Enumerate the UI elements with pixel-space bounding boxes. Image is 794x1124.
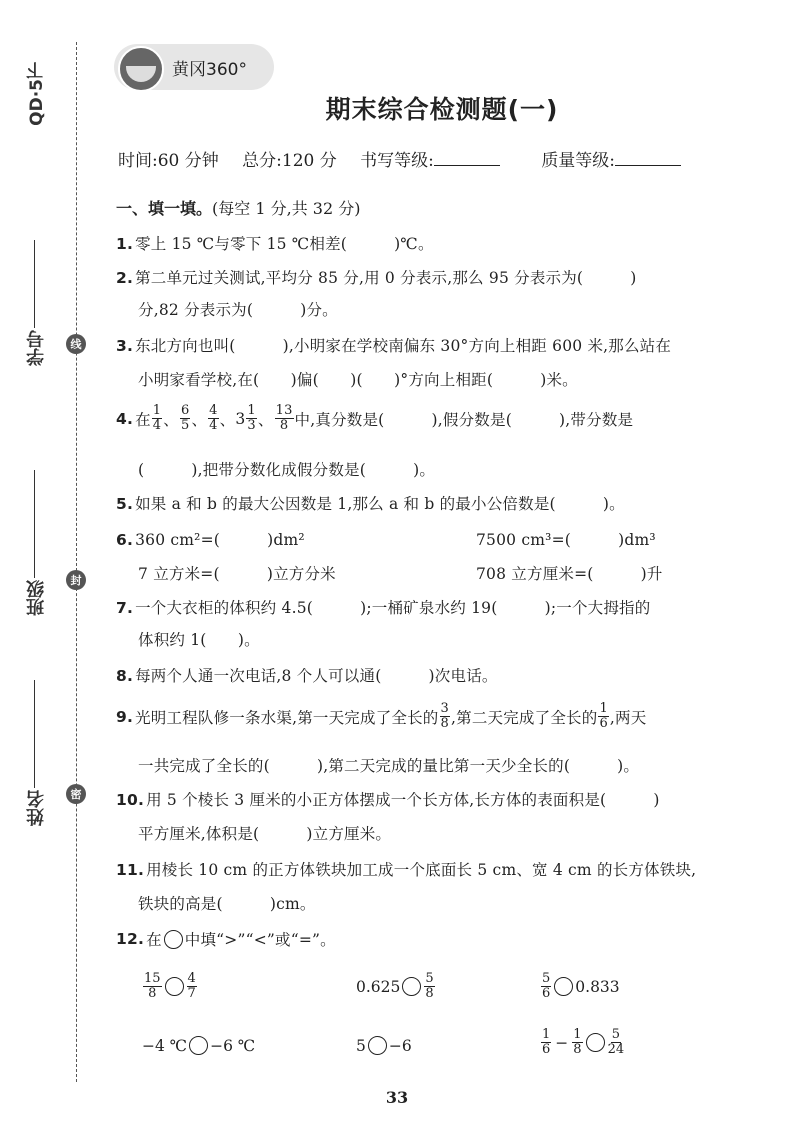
page-number: 33 — [385, 1088, 409, 1107]
compare-5: 5 −6 — [356, 1036, 412, 1055]
answer-circle[interactable] — [165, 977, 184, 996]
question-10-cont: 平方厘米,体积是( )立方厘米。 — [138, 825, 392, 843]
grade-code: QD·5下 — [27, 62, 47, 126]
student-id-line — [34, 240, 35, 328]
seal-mi: 密 — [66, 784, 86, 804]
compare-4: −4 ℃ −6 ℃ — [142, 1036, 256, 1055]
question-9: 9. 光明工程队修一条水渠,第一天完成了全长的 $\frac{3}{8}$ ,第二天完成了全长的 $\frac{1}{6}$ ,两天 — [116, 701, 647, 731]
answer-circle[interactable] — [189, 1036, 208, 1055]
writing-grade-label: 书写等级: — [360, 151, 518, 171]
compare-6: $\frac{1}{6}$ − $\frac{1}{8}$ $\frac{5}{24}$ — [542, 1027, 625, 1057]
question-6: 6. 360 cm²=( )dm² — [116, 531, 305, 549]
question-1: 1. 零上 15 ℃与零下 15 ℃相差( )℃。 — [116, 235, 434, 253]
question-5: 5. 如果 a 和 b 的最大公因数是 1,那么 a 和 b 的最小公倍数是( )。 — [116, 495, 625, 513]
compare-3: $\frac{5}{6}$ 0.833 — [542, 971, 620, 1001]
fraction: $\frac{4}{4}$ — [209, 403, 218, 433]
brand-badge — [114, 44, 274, 90]
fraction: $\frac{3}{8}$ — [440, 701, 449, 731]
exam-meta — [118, 146, 717, 171]
question-4: 4. 在 $\frac{1}{4}$ 、 $\frac{6}{5}$ 、 $\frac{4}{4}$ 、 3 $\frac{1}{3}$ 、 $\frac{13}{8}$ 中,真分数是( ),假分数是( ),带分数是 — [116, 403, 634, 433]
quality-grade-label: 质量等级: — [541, 151, 699, 171]
answer-circle[interactable] — [402, 977, 421, 996]
time-limit: 时间:60 分钟 — [118, 151, 219, 171]
fraction: $\frac{1}{4}$ — [152, 403, 162, 433]
question-12: 12. 在 中填“>”“<”或“=”。 — [116, 930, 336, 949]
question-8: 8. 每两个人通一次电话,8 个人可以通( )次电话。 — [116, 667, 498, 685]
fraction: $\frac{6}{5}$ — [180, 403, 190, 433]
question-4-cont: ( ),把带分数化成假分数是( )。 — [138, 461, 436, 479]
student-id-label: 学号 — [26, 330, 47, 366]
class-line — [34, 470, 35, 578]
seal-feng: 封 — [66, 570, 86, 590]
total-score: 总分:120 分 — [242, 151, 337, 171]
quality-grade-blank[interactable] — [615, 149, 681, 166]
answer-circle[interactable] — [554, 977, 573, 996]
brand-text: 黄冈360° — [172, 60, 247, 80]
question-7-cont: 体积约 1( )。 — [138, 631, 260, 649]
fraction: $\frac{1}{3}$ — [247, 403, 256, 433]
question-11-cont: 铁块的高是( )cm。 — [138, 895, 316, 913]
question-9-cont: 一共完成了全长的( ),第二天完成的量比第一天少全长的( )。 — [138, 757, 640, 775]
seal-xian: 线 — [66, 334, 86, 354]
name-line — [34, 680, 35, 788]
question-3: 3. 东北方向也叫( ),小明家在学校南偏东 30°方向上相距 600 米,那么站在 — [116, 337, 672, 355]
question-6d: 708 立方厘米=( )升 — [476, 565, 663, 583]
compare-1: $\frac{15}{8}$ $\frac{4}{7}$ — [144, 971, 196, 1001]
writing-grade-blank[interactable] — [434, 149, 500, 166]
question-7: 7. 一个大衣柜的体积约 4.5( );一桶矿泉水约 19( );一个大拇指的 — [116, 599, 651, 617]
fraction: $\frac{1}{6}$ — [599, 701, 608, 731]
answer-circle[interactable] — [586, 1033, 605, 1052]
fraction: $\frac{13}{8}$ — [275, 403, 293, 433]
question-10: 10. 用 5 个棱长 3 厘米的小正方体摆成一个长方体,长方体的表面积是( ) — [116, 791, 660, 809]
question-11: 11. 用棱长 10 cm 的正方体铁块加工成一个底面长 5 cm、宽 4 cm 的长方体铁块, — [116, 861, 697, 879]
answer-circle[interactable] — [368, 1036, 387, 1055]
binding-dashed-line — [76, 42, 77, 1082]
name-label: 姓名 — [26, 790, 47, 826]
section-heading: 一、填一填。(每空 1 分,共 32 分) — [116, 199, 361, 218]
question-6c: 7 立方米=( )立方分米 — [138, 565, 336, 583]
class-label: 班级 — [26, 580, 47, 616]
compare-circle-icon — [164, 930, 183, 949]
question-6b: 7500 cm³=( )dm³ — [476, 531, 656, 549]
question-2: 2. 第二单元过关测试,平均分 85 分,用 0 分表示,那么 95 分表示为( ) — [116, 269, 637, 287]
mascot-icon — [118, 46, 164, 92]
question-3-cont: 小明家看学校,在( )偏( )( )°方向上相距( )米。 — [138, 371, 578, 389]
question-2-cont: 分,82 分表示为( )分。 — [138, 301, 338, 319]
page-title: 期末综合检测题(一) — [325, 95, 559, 124]
compare-2: 0.625 $\frac{5}{8}$ — [356, 971, 434, 1001]
